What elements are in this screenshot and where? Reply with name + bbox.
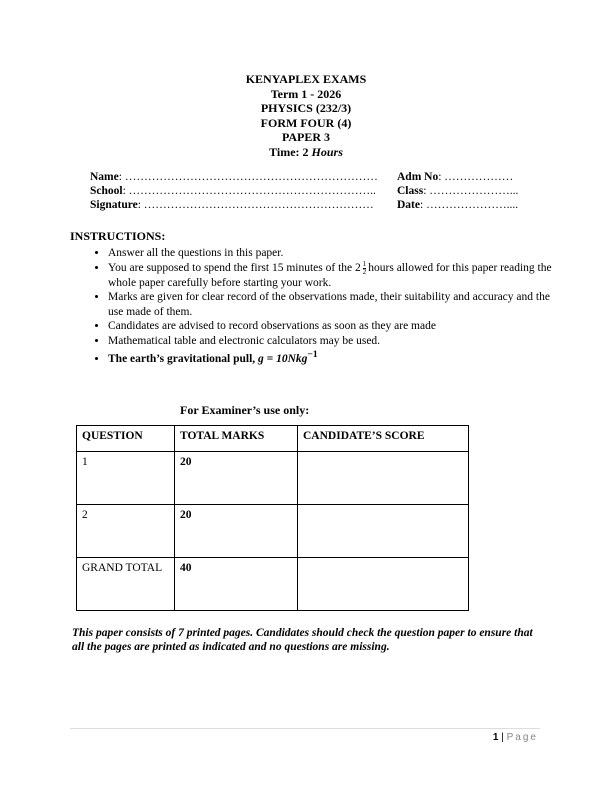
footer-divider	[70, 728, 540, 729]
header-cell: CANDIDATE’S SCORE	[298, 426, 469, 452]
instruction-item: • Marks are given for clear record of the observations made, their suitability and accuracy and the use made of them.	[108, 290, 558, 319]
table-row: 1 20	[77, 452, 469, 505]
header-cell: QUESTION	[77, 426, 175, 452]
instruction-item: • Answer all the questions in this paper.	[108, 246, 558, 261]
score-table	[76, 425, 469, 611]
candidate-fields: Name: ………………………………………………………… Adm No : ……………… School: ……………………………………………………….. Class : …………………... Signature: …………………………………………………… Date : …………………....	[90, 171, 519, 211]
examiner-title: For Examiner’s use only:	[180, 403, 310, 417]
instruction-item: • Mathematical table and electronic calculators may be used.	[108, 334, 558, 349]
instruction-item: • Candidates are advised to record observations as soon as they are made	[108, 319, 558, 334]
header	[0, 72, 612, 159]
table-row: 2 20	[77, 505, 469, 558]
school-title: KENYAPLEX EXAMS	[245, 72, 367, 86]
table-row: GRAND TOTAL 40	[77, 558, 469, 611]
paper: PAPER 3	[281, 130, 331, 144]
form: FORM FOUR (4)	[260, 115, 352, 130]
term: Term 1 - 2026	[270, 86, 342, 101]
header-cell: TOTAL MARKS	[175, 426, 298, 452]
subject: PHYSICS (232/3)	[260, 101, 352, 115]
instruction-item: • You are supposed to spend the first 15 minutes of the 2 $\frac{1}{2}$ hours allowed for this paper reading the whole paper carefully before starting your work.	[108, 261, 558, 291]
instructions-title: INSTRUCTIONS:	[70, 229, 166, 243]
instructions-list	[88, 246, 558, 366]
time: Time: 2 Hours	[269, 144, 343, 159]
pages-note: This paper consists of 7 printed pages. Candidates should check the question paper to ensure that all the pages are printed as indicated and no questions are missing.	[72, 627, 533, 653]
page-number: 1 | Page	[492, 732, 538, 743]
instruction-item: • The earth’s gravitational pull, g = 10Nkg$^{-1}$	[108, 348, 558, 366]
